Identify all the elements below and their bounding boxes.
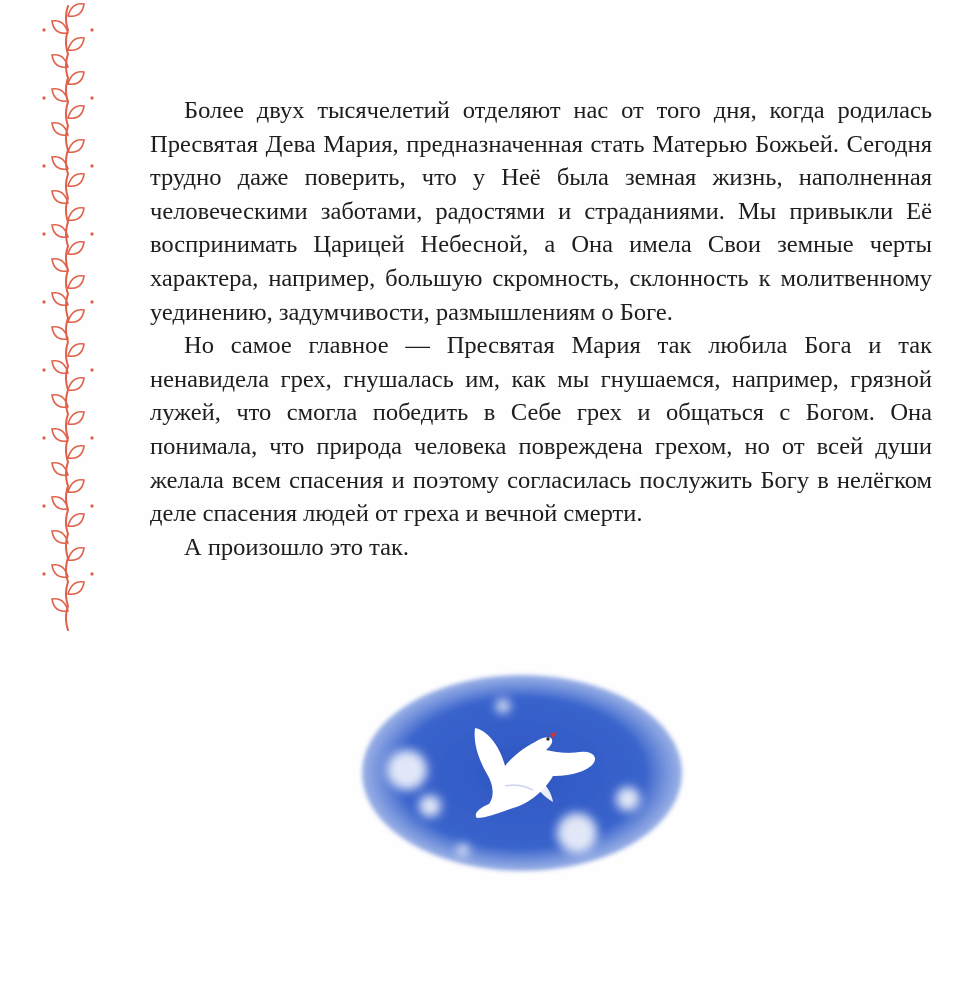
paragraph-3: А произошло это так. — [184, 533, 409, 561]
paragraph-2: Но самое главное — Пресвятая Мария так любила Бога и так ненавидела грех, гнушалась им, как мы гнушаемся, например, грязной лужей, что смогла победить в Себе грех и общаться с Богом. Она понимала, что природа человека повреждена грехом, но от всей души желала всем спасения и поэтому согласилась послужить Богу в нелёгком деле спасения людей от греха и вечной смерти. — [150, 332, 932, 528]
floral-vine-ornament — [18, 0, 98, 640]
body-text — [150, 94, 932, 564]
paragraph-1: Более двух тысячелетий отделяют нас от того дня, когда родилась Пресвятая Дева Мария, предназначенная стать Матерью Божьей. Сегодня трудно даже поверить, что у Неё была земная жизнь, наполненная человеческими заботами, радостями и страданиями. Мы привыкли Её воспринимать Царицей Небесной, а Она имела Свои земные черты характера, например, большую скромность, склонность к молитвенному уединению, задумчивости, размышлениям о Боге. — [150, 97, 932, 326]
dove-illustration — [355, 668, 690, 878]
